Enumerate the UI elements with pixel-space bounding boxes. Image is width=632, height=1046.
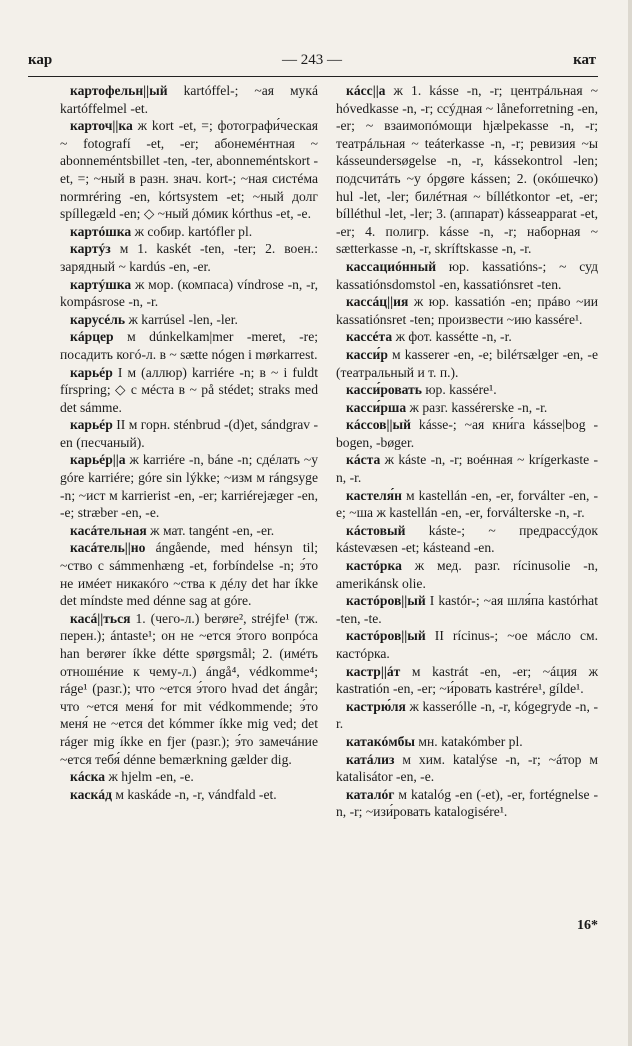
entry-headword: карточ||ка [70,118,133,134]
entry-headword: кастеля́н [346,487,402,503]
dictionary-entry [60,276,318,311]
entry-definition: м хим. katalýse -n, -r; ~áтор м katalisátor -en, -e. [336,751,598,785]
entry-definition: м kastrát -en, -er; ~áция ж kastratión -en, -er; ~и́ровать kastrére¹, gílde¹. [336,663,598,697]
entry-headword: касáтельная [70,522,147,538]
entry-headword: кáссов||ый [346,417,411,433]
entry-headword: картýшка [70,276,132,292]
dictionary-entry [336,258,598,293]
dictionary-entry [336,451,598,486]
entry-definition: ж hjelm -en, -e. [105,769,194,785]
entry-headword: касси́ровать [346,382,422,398]
entry-headword: кáстовый [346,522,406,538]
entry-headword: катакóмбы [346,733,416,749]
entry-definition: ж kasserólle -n, -r, kógegryde -n, -r. [336,698,598,732]
entry-headword: картýз [70,241,111,257]
dictionary-entry [336,733,598,751]
entry-headword: кассáц||ия [346,294,409,310]
entry-definition: ж фот. kassétte -n, -r. [392,329,512,345]
dictionary-entry [336,399,598,417]
entry-headword: кастóров||ый [346,593,426,609]
entry-headword: касá||ться [70,610,131,626]
entry-definition: ж káste -n, -r; воéнная ~ krígerkaste -n, -r. [336,452,598,486]
entry-headword: кассациóнный [346,258,437,274]
entry-definition: ж мор. (компаса) víndrose -n, -r, kompásrose -n, -r. [60,276,318,310]
entry-definition: ж юр. kassatión -en; прáво ~ии kassatiónsret -ten; произвести ~ию kassére¹. [336,294,598,327]
dictionary-entry [60,768,318,786]
entry-definition: юр. kassatións-; ~ суд kassatiónsdomstol -en, kassatiónsret -ten. [336,258,598,292]
dictionary-entry [60,451,318,521]
dictionary-entry [336,751,598,786]
dictionary-entry [336,786,598,821]
dictionary-entry [60,539,318,609]
dictionary-entry [60,364,318,417]
entry-headword: касси́рша [346,399,407,415]
entry-headword: касáтель||но [70,540,146,556]
dictionary-entry [336,346,598,381]
entry-definition: мн. katakómber pl. [415,733,523,749]
dictionary-entry [60,223,318,241]
dictionary-entry [336,293,598,328]
dictionary-entry [336,328,598,346]
signature-mark: 16* [577,918,598,933]
entry-definition: ж kort -et, =; фотографи́ческая ~ fotografí -et, -er; абонемéнтная ~ abonneméntsbillet -ten, -ter, abonneméntskort -et, =; ~ный в разн. знач. kort-; ~ная систéма normréring -en, kórtsystem -et; ~ный долг spíllegæld -en; ◇ ~ный дóмик kórthus -et, -e. [60,118,318,222]
entry-headword: кастóрка [346,558,402,574]
entry-headword: кáрцер [70,329,114,345]
page-edge [628,0,632,1046]
entry-headword: карьéр [70,364,113,380]
entry-headword: кассéта [346,329,393,345]
dictionary-entry [336,592,598,627]
entry-definition: м 1. kaskét -ten, -ter; 2. воен.: зарядный ~ kardús -en, -er. [60,241,318,274]
entry-definition: ж разг. kassérerske -n, -r. [406,399,548,415]
dictionary-entry [60,82,318,117]
entry-headword: касси́р [346,346,388,362]
entry-definition: kartóffel-; ~ая мукá kartóffelmel -et. [60,83,318,116]
entry-headword: кастр||áт [346,663,401,679]
dictionary-entry [336,381,598,399]
entry-headword: кастóров||ый [346,628,426,644]
entry-definition: м kasserer -en, -e; biléтsælger -en, -e (театральный и т. п.). [336,346,598,380]
entry-headword: карьéр||а [70,452,126,468]
entry-definition: 1. (чего-л.) berøre², stréjfe¹ (тж. перен.); ántaste¹; он не ~ется э́того вопрóса han berører íkke détte spørgsmål; 2. (имéть отношéние к чему-л.) ángå⁴, védkomme⁴; ráge¹ (разг.); что ~ется э́того hvad det ángår; что ~ется меня́ for mit védkommende; э́то меня́ не ~ется det kómmer íkke mig ved; det ráger mig íkke en fjer (разг.); э́то замечáние ~ется тебя́ dénne bemærkning gælder dig. [60,610,318,767]
entry-definition: káste-; ~ предрассýдок kástevæsen -et; kásteand -en. [336,522,598,556]
running-header [28,52,596,74]
entry-headword: картóшка [70,223,132,239]
left-column [60,82,318,803]
entry-definition: ж karrúsel -len, -ler. [125,311,238,327]
entry-definition: II м горн. sténbrud -(d)et, sándgrav -en (песчаный). [60,417,318,450]
entry-definition: м kastellán -en, -er, forválter -en, -e; ~ша ж kastellán -en, -er, forválterske -n, -r. [336,487,598,521]
entry-headword: кáска [70,769,106,785]
dictionary-entry [336,557,598,592]
entry-definition: ж мат. tangént -en, -er. [146,522,275,538]
dictionary-entry [60,610,318,768]
entry-headword: кáсс||а [346,83,386,98]
right-column [336,82,598,821]
dictionary-entry [60,240,318,275]
dictionary-entry [60,311,318,329]
entry-headword: карьéр [70,417,113,433]
dictionary-entry [60,786,318,804]
entry-headword: карусéль [70,311,126,327]
entry-definition: ж мед. разг. rícinusolie -n, amerikánsk olie. [336,558,598,591]
entry-headword: каскáд [70,786,112,802]
page-number: — 243 — [282,52,342,68]
header-rule [28,76,598,77]
entry-headword: каталóг [346,786,395,802]
entry-definition: ángående, med hénsyn til; ~ство с sámmenhæng -et, forbíndelse -n; э́то не имéет никакóго ~ства к дéлу det har íkke det míndste med dénne sag at góre. [60,540,318,609]
dictionary-entry [60,117,318,223]
header-left-guide-word: кар [28,52,53,68]
entry-headword: катáлиз [346,751,395,767]
dictionary-entry [336,82,598,258]
entry-definition: юр. kassére¹. [422,382,497,398]
entry-headword: кáста [346,452,381,468]
dictionary-entry [336,487,598,522]
entry-definition: м dúnkelkam|mer -meret, -re; посадить когó-л. в ~ sætte nógen i mørkarrest. [60,329,318,362]
entry-headword: картофельн||ый [70,83,168,98]
entry-definition: II rícinus-; ~ое мáсло см. кастóрка. [336,628,598,661]
entry-definition: I м (аллюр) karriére -n; в ~ i fuldt fírspring; ◇ с мéста в ~ på stédet; straks med det sámme. [60,364,318,415]
dictionary-entry [336,627,598,662]
entry-definition: I kastór-; ~ая шля́па kastórhat -ten, -te. [336,593,598,626]
dictionary-entry [60,416,318,451]
entry-headword: кастрю́ля [346,698,406,714]
entry-definition: м kaskáde -n, -r, vándfald -et. [111,786,277,802]
dictionary-entry [336,522,598,557]
entry-definition: ж 1. kásse -n, -r; центрáльная ~ hóvedkasse -n, -r; ссýдная ~ låneforretning -en, -er; ~ взаимопóмощи hjælpekasse -n, -r; театрáльная ~ teáterkasse -n, -r; ревизия ~ы kásseundersøgelse -n, -r, kássekontrol -len; подсчитáть ~у óрgøre kássen; 2. (окóшечко) hul -let, -ler; билéтная ~ bíllétkontor -et, -er; bílléthul -let, -ler; 3. (аппарат) kásseapparat -et, -er; 4. полигр. kásse -n, -r; наборная ~ sætterkasse -n, -r, skríftskasse -n, -r. [336,83,598,257]
dictionary-entry [60,522,318,540]
entry-definition: ж собир. kartófler pl. [131,223,253,239]
dictionary-entry [60,328,318,363]
entry-definition: м katalóg -en (-et), -er, fortégnelse -n, -r; ~изи́ровать katalogisére¹. [336,786,598,820]
entry-definition: kásse-; ~ая кни́га kásse|bog -bogen, -bøger. [336,417,598,450]
header-right-guide-word: кат [573,52,596,68]
entry-definition: ж karriére -n, báne -n; сдéлать ~у góre karriére; góre sin lýkke; ~изм м rángsyge -n; ~ист м karrierist -en, -er; karriérejæger -en, -e; stræber -en, -e. [60,452,318,521]
dictionary-entry [336,416,598,451]
dictionary-entry [336,698,598,733]
dictionary-entry [336,663,598,698]
